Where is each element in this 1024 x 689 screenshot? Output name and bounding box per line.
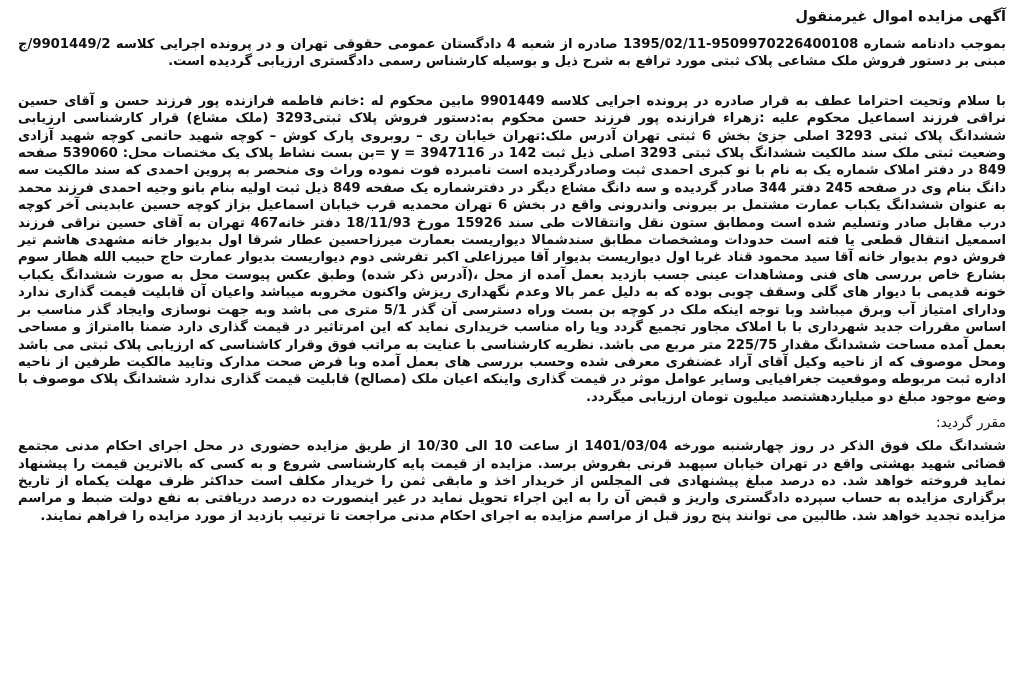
auction-notice — [18, 6, 1006, 685]
decision-paragraph: ششدانگ ملک فوق الذکر در روز چهارشنبه مورخه 1401/03/04 از ساعت 10 الی 10/30 از طریق مزایده حضوری در محل اجرای احکام مدنی مجتمع قضائی شهید بهشتی واقع در تهران خیابان سپهبد قرنی بفروش برسد. مزایده از قیمت پایه کارشناسی شروع و به کسی که بالاترین قیمت را پیشنهاد نماید فروخته خواهد شد. ده درصد مبلغ پیشنهادی فی المجلس از خریدار اخذ و مابقی ثمن را خریدار مکلف است حداکثر ظرف مهلت یکماه از تاریخ برگزاری مزایده به حساب سپرده دادگستری واریز و قبض آن را به این اجراء تحویل نماید در غیر اینصورت ده درصد دریافتی به نفع دولت ضبط و مراسم مزایده تجدید خواهد شد. طالبین می توانند پنج روز قبل از مراسم مزایده به اجرای احکام مدنی مراجعت تا ترتیب بازدید از مورد مزایده را فراهم نمایند. — [18, 439, 1006, 524]
decision-heading: مقرر گردید: — [935, 415, 1006, 432]
notice-title: آگهی مزایده اموال غیرمنقول — [795, 9, 1006, 25]
expert-report-paragraph: با سلام وتحیت احتراما عطف به قرار صادره در پرونده اجرایی کلاسه 9901449 مابین محکوم له :خانم فاطمه فرازنده پور فرزند حسن و آقای حسین نراقی فرزند اسماعیل محکوم علیه :زهراء فرازنده پور فرزند حسن محکوم به:دستور فروش پلاک ثبتی3293 (ملک مشاع) قرار کارشناسی ارزیابی ششدانگ پلاک ثبتی 3293 اصلی جزئ بخش 6 ثبتی تهران آدرس ملک:تهران خیابان ری – روبروی پارک کوش – کوچه شهید حاتمی کوچه شهید آزادی وضعیت ثبتی ملک سند مالکیت ششدانگ پلاک ثبتی 3293 اصلی ذیل ثبت 142 در y = 3947116 =بن بست نشاط پلاک یک مختصات محل: 539060 صفحه 849 در دفتر املاک شماره یک به نام با نو کبری احمدی ثبت وصادرگردیده است نامبرده فوت نموده وراث وی منحصر به پروین احمدی که سند مالکیت سه دانگ بنام وی در صفحه 245 دفتر 344 صادر گردیده و سه دانگ مشاع دیگر در دفترشماره یک صفحه 849 ذیل ثبت اولیه بنام بانو وجیه احمدی فرزند محمد به عنوان ششدانگ یکباب عمارت مشتمل بر بیرونی واندرونی واقع در بخش 6 تهران محمدیه قرب خیابان اسماعیل بزاز کوچه حسین عابدینی آخر کوچه درب مقابل صادر وتسلیم شده است ومطابق ستون نقل وانتقالات طی سند 15926 مورخ 18/11/93 دفتر خانه467 تهران به آقای حسین نراقی فرزند اسمعیل انتقال قطعی یا فته است حدودات ومشخصات مطابق سندشمالا دیواریست بعمارت میرزاحسین عطار شرقا اول بدیوار خانه مشهدی هاشم تیر فروش دوم بدیوار خانه آقا سید محمود قناد غربا اول دیواریست بدیوار آقا میرزاعلی اکبر تفرشی دوم دیواریست بدیوار عمارت حاج حبیب الله هطار سوم بشارع خاص بررسی های فنی ومشاهدات عینی جسب بازدید بعمل آمده از محل ،(آدرس ذکر شده) وطبق عکس پیوست محل به صورت ششدانگ یکباب خونه قدیمی با دیوار های گلی وسقف چوبی بوده که به دلیل عمر بالا وعدم نگهداری ریزش واکنون مخروبه میباشد واعیان آن قابلیت قیمت گذاری ندارد ودارای امتیاز آب وبرق میباشد وبا توجه اینکه ملک در کوچه بن بست وراه دسترسی آن گذر 5/1 متری می باشد وبه جهت نوسازی وایجاد گذر مناسب بر اساس مقررات جدید شهرداری با با املاک مجاور تجمیع گردد ویا راه مناسب خریداری نماید که این امرتاثیر در قیمت گذاری دارد ضمنا باامتراژ و مساحی بعمل آمده مساحت ششدانگ مقدار 225/75 متر مربع می باشد. نظریه کارشناسی با عنایت به مراتب فوق وقرار کاشناسی که ارزیابی پلاک ثبتی می باشد ومحل موصوف که از ناحیه وکیل آقای آراد غضنفری معرفی شده وحسب بررسی های بعمل آمده وبا فرض صحت مدارک وتایید مالکیت طرفین از ناحیه اداره ثبت مربوطه وموقعیت جغرافیایی وسایر عوامل موثر در قیمت گذاری واینکه اعیان ملک (مصالح) قابلیت قیمت گذاری ندارد ششدانگ پلاک موصوف با وضع موجود مبلغ دو میلیاردهشتصد میلیون تومان ارزیابی میگردد. — [18, 93, 1007, 405]
intro-paragraph: بموجب دادنامه شماره 9509970226400108-1395/02/11 صادره از شعبه 4 دادگستان عمومی حقوقی تهران و در پرونده اجرایی کلاسه 9901449/2/ج مبنی بر دستور فروش ملک مشاعی پلاک ثبتی مورد ترافع به شرح ذیل و بوسیله کارشناس رسمی دادگستری ارزیابی گردیده است. — [18, 37, 1007, 70]
